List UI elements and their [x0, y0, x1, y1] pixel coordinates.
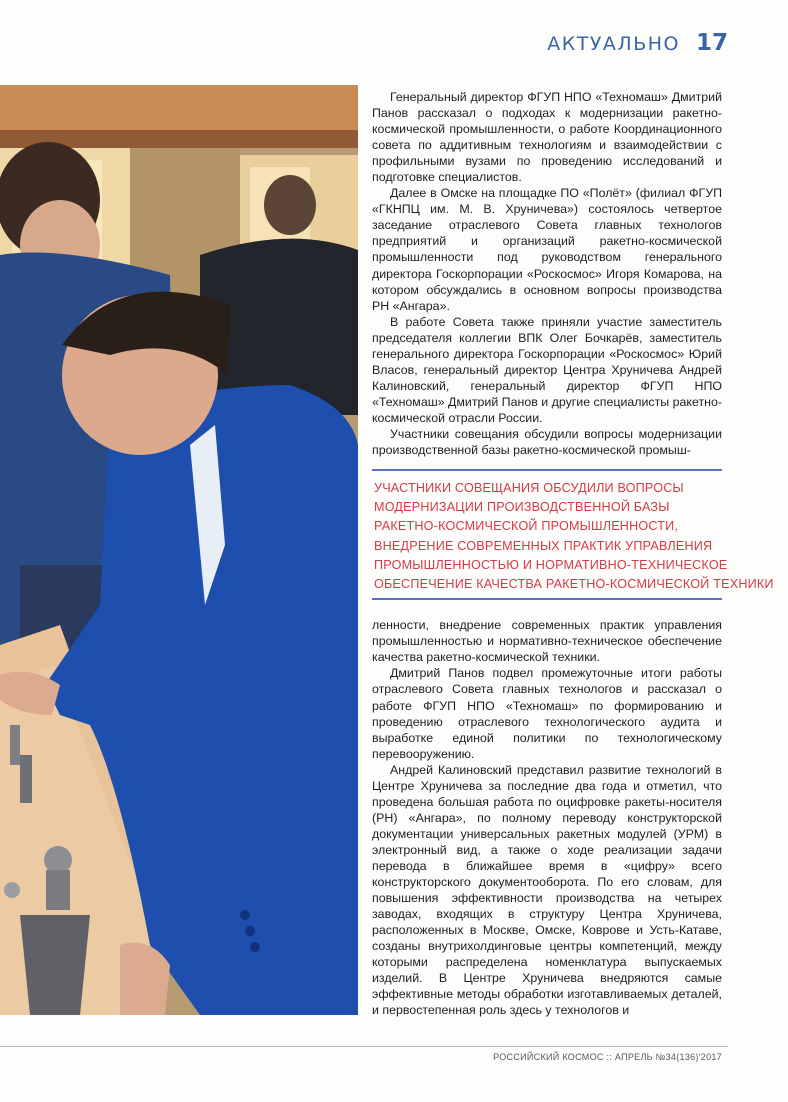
pull-quote-line: УЧАСТНИКИ СОВЕЩАНИЯ ОБСУДИЛИ ВОПРОСЫ — [374, 481, 684, 496]
section-title: АКТУАЛЬНО — [547, 33, 680, 55]
article-continuation: ленности, внедрение современных практик управления промышленностью и нормативно-техническое обеспечение качества ракетно-космической техники. — [372, 618, 722, 665]
pull-quote-line: МОДЕРНИЗАЦИИ ПРОИЗВОДСТВЕННОЙ БАЗЫ — [374, 500, 670, 515]
article-paragraph: Участники совещания обсудили вопросы модернизации производственной базы ракетно-космической промыш- — [372, 426, 722, 458]
article-paragraph: Генеральный директор ФГУП НПО «Техномаш» Дмитрий Панов рассказал о подходах к модернизации ракетно-космической промышленности, о работе Координационного совета по аддитивным технологиям и взаимодействии с профильными вузами по проведению исследований и подготовке специалистов. — [372, 90, 722, 185]
article-body — [372, 89, 774, 1018]
pull-quote-line: РАКЕТНО-КОСМИЧЕСКОЙ ПРОМЫШЛЕННОСТИ, — [374, 519, 679, 534]
article-paragraph: В работе Совета также приняли участие заместитель председателя коллегии ВПК Олег Бочкарёв, заместитель генерального директора Госкорпорации «Роскосмос» Юрий Власов, генеральный директор Центра Хруничева Андрей Калиновский, генеральный директор ФГУП НПО «Техномаш» Дмитрий Панов и другие специалисты ракетно-космической отрасли России. — [372, 314, 722, 425]
pull-quote-line: ПРОМЫШЛЕННОСТЬЮ И НОРМАТИВНО-ТЕХНИЧЕСКОЕ — [374, 557, 728, 572]
pull-quote — [372, 469, 774, 600]
article-photo — [0, 85, 358, 1015]
article-paragraph: Далее в Омске на площадке ПО «Полёт» (филиал ФГУП «ГКНПЦ им. М. В. Хруничева») состоялось четвертое заседание отраслевого Совета главных технологов предприятий и организаций ракетно-космической промышленности под руководством генерального директора Госкорпорации «Роскосмос» Игоря Комарова, на котором обсуждались в основном вопросы производства РН «Ангара». — [372, 186, 722, 313]
page-number: 17 — [695, 30, 728, 56]
pull-quote-line: ВНЕДРЕНИЕ СОВРЕМЕННЫХ ПРАКТИК УПРАВЛЕНИЯ — [374, 538, 713, 553]
footer-divider — [0, 1046, 728, 1047]
pull-quote-line: ОБЕСПЕЧЕНИЕ КАЧЕСТВА РАКЕТНО-КОСМИЧЕСКОЙ ТЕХНИКИ — [374, 577, 774, 592]
page-footer: РОССИЙСКИЙ КОСМОС :: АПРЕЛЬ №34(136)'2017 — [493, 1052, 722, 1062]
page-header — [547, 30, 728, 56]
article-paragraph: Андрей Калиновский представил развитие технологий в Центре Хруничева за последние два года и отметил, что проведена большая работа по оцифровке ракеты-носителя (РН) «Ангара», по полному переводу конструкторской документации универсальных ракетных модулей (УРМ) в электронный вид, а также о ходе реализации задачи перевода в ближайшее время в «цифру» всего конструкторского документооборота. По его словам, для повышения эффективности производства на четырех заводах, входящих в структуру Центра Хруничева, расположенных в Москве, Омске, Коврове и Усть-Катаве, созданы внутрихолдинговые центры компетенций, между которыми распределена номенклатура выпускаемых изделий. В Центре Хруничева внедряются самые эффективные методы обработки изготавливаемых деталей, и первостепенная роль здесь у технологов и — [372, 762, 722, 1018]
article-paragraph: Дмитрий Панов подвел промежуточные итоги работы отраслевого Совета главных технологов и рассказал о работе ФГУП НПО «Техномаш» по формированию и проведению отраслевого технологического аудита и выработке единой политики по технологическому перевооружению. — [372, 666, 722, 761]
